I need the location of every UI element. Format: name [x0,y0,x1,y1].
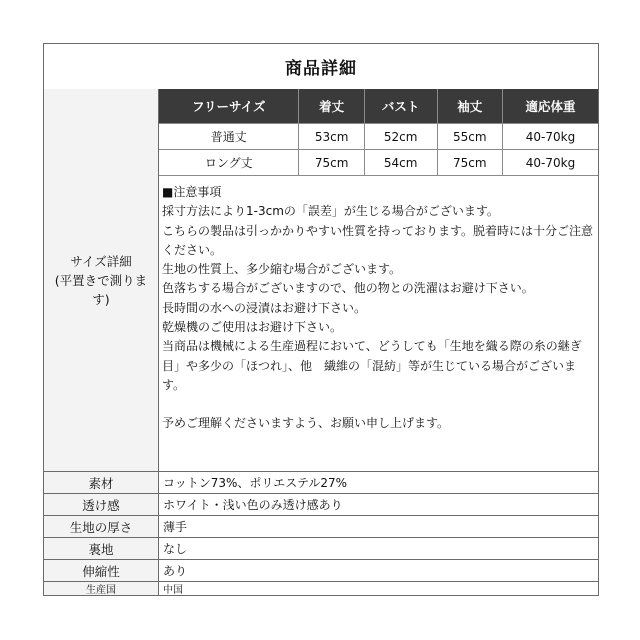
attribute-label: 伸縮性 [44,560,159,581]
size-label-line: サイズ詳細 [70,253,132,269]
attribute-row-thickness [44,515,598,537]
attribute-row-stretch [44,559,598,581]
table-row [159,124,598,150]
header-sleeve: 袖丈 [437,89,502,124]
table-cell: 普通丈 [159,124,299,150]
notes-heading: ■注意事項 [162,185,222,199]
note-line: こちらの製品は引っかかりやすい性質を持っております。脱着時には十分ご注意ください。 [162,223,594,257]
note-line: 当商品は機械による生産過程において、どうしても「生地を織る際の糸の継ぎ目」や多少の「ほつれ」、他 繊維の「混紡」等が生じている場合がございます。 [162,339,582,392]
header-free-size: フリーサイズ [159,89,299,124]
note-line: 乾燥機のご使用はお避け下さい。 [162,320,343,335]
size-details-label [44,89,159,471]
attribute-label: 生産国 [44,582,159,595]
note-line: 採寸方法により1-3cmの「誤差」が生じる場合がございます。 [162,204,499,219]
product-details-sheet [43,43,599,596]
attribute-value: コットン73%、ポリエステル27% [163,476,348,490]
attribute-value: 中国 [163,585,183,596]
attribute-label: 素材 [44,472,159,493]
attribute-row-lining [44,537,598,559]
attribute-row-origin [44,581,598,595]
header-bust: バスト [364,89,437,124]
size-label-line: す) [92,291,110,307]
header-length: 着丈 [299,89,364,124]
caution-notes [162,183,596,434]
attribute-value: なし [163,542,188,556]
note-line: 予めご理解くださいますよう、お願い申し上げます。 [162,416,450,431]
note-line: 長時間の水への浸漬はお避け下さい。 [162,300,367,315]
attribute-label: 透け感 [44,494,159,515]
table-cell: 40-70kg [502,150,598,176]
table-cell: ロング丈 [159,150,299,176]
page-title: 商品詳細 [44,44,598,90]
attribute-value: ホワイト・浅い色のみ透け感あり [163,498,343,512]
size-label-line: (平置きで測りま [54,272,148,288]
table-cell: 53cm [299,124,364,150]
attribute-row-sheerness [44,493,598,515]
note-line: 生地の性質上、多少縮む場合がございます。 [162,262,402,277]
table-cell: 54cm [364,150,437,176]
table-cell: 75cm [299,150,364,176]
attribute-label: 生地の厚さ [44,516,159,537]
attribute-value: あり [163,564,188,578]
attribute-label: 裏地 [44,538,159,559]
table-cell: 55cm [437,124,502,150]
attribute-row-material [44,471,598,493]
attribute-value: 薄手 [163,520,188,534]
size-table-header-row [159,89,598,124]
note-line: 色落ちする場合がございますので、他の物との洗濯はお避け下さい。 [162,281,534,296]
header-weight: 適応体重 [502,89,598,124]
table-cell: 75cm [437,150,502,176]
note-spacer [162,395,596,414]
table-row [159,150,598,176]
table-cell: 40-70kg [502,124,598,150]
table-cell: 52cm [364,124,437,150]
size-table [159,89,598,176]
